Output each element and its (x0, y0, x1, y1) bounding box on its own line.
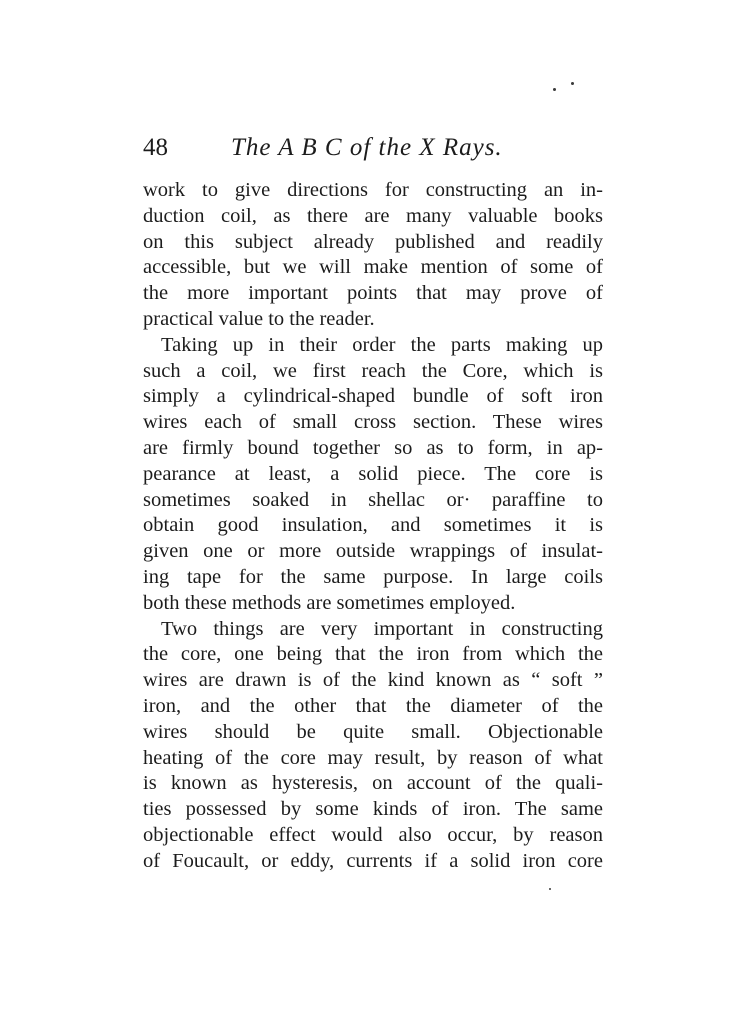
text-line: Two things are very important in constructing (161, 617, 603, 640)
text-line: duction coil, as there are many valuable books (143, 204, 603, 227)
text-line: objectionable effect would also occur, by reason (143, 823, 603, 846)
text-line: accessible, but we will make mention of some of (143, 256, 603, 279)
text-line: wires are drawn is of the kind known as “ soft ” (143, 669, 603, 692)
print-speck (553, 88, 556, 91)
text-line: is known as hysteresis, on account of the quali- (143, 772, 603, 795)
text-line: such a coil, we first reach the Core, which is (143, 359, 603, 382)
text-line: iron, and the other that the diameter of the (143, 694, 603, 717)
page-header (143, 132, 603, 164)
print-speck (571, 82, 574, 85)
page-number: 48 (143, 134, 168, 161)
text-line: practical value to the reader. (143, 307, 375, 330)
text-line: ing tape for the same purpose. In large coils (143, 565, 603, 588)
text-line: the more important points that may prove of (143, 282, 603, 305)
text-line: wires should be quite small. Objectionable (143, 720, 603, 743)
text-line: simply a cylindrical-shaped bundle of soft iron (143, 385, 603, 408)
text-line: obtain good insulation, and sometimes it is (143, 514, 603, 537)
text-line: ties possessed by some kinds of iron. The same (143, 798, 603, 821)
text-line: on this subject already published and readily (143, 230, 603, 253)
text-line: the core, one being that the iron from which the (143, 643, 603, 666)
text-line: heating of the core may result, by reason of what (143, 746, 603, 769)
text-line: Taking up in their order the parts making up (161, 333, 603, 356)
text-line: work to give directions for constructing an in- (143, 179, 603, 201)
body-text (143, 178, 603, 875)
text-line: given one or more outside wrappings of insulat- (143, 540, 603, 563)
text-line: both these methods are sometimes employed. (143, 591, 516, 614)
text-line: wires each of small cross section. These wires (143, 411, 603, 434)
text-line: of Foucault, or eddy, currents if a solid iron core (143, 849, 603, 872)
print-speck (549, 888, 551, 890)
text-line: pearance at least, a solid piece. The core is (143, 462, 603, 485)
text-line: are firmly bound together so as to form, in ap- (143, 436, 603, 459)
running-title: The A B C of the X Rays. (231, 134, 503, 161)
text-line: sometimes soaked in shellac or· paraffine to (143, 488, 603, 511)
